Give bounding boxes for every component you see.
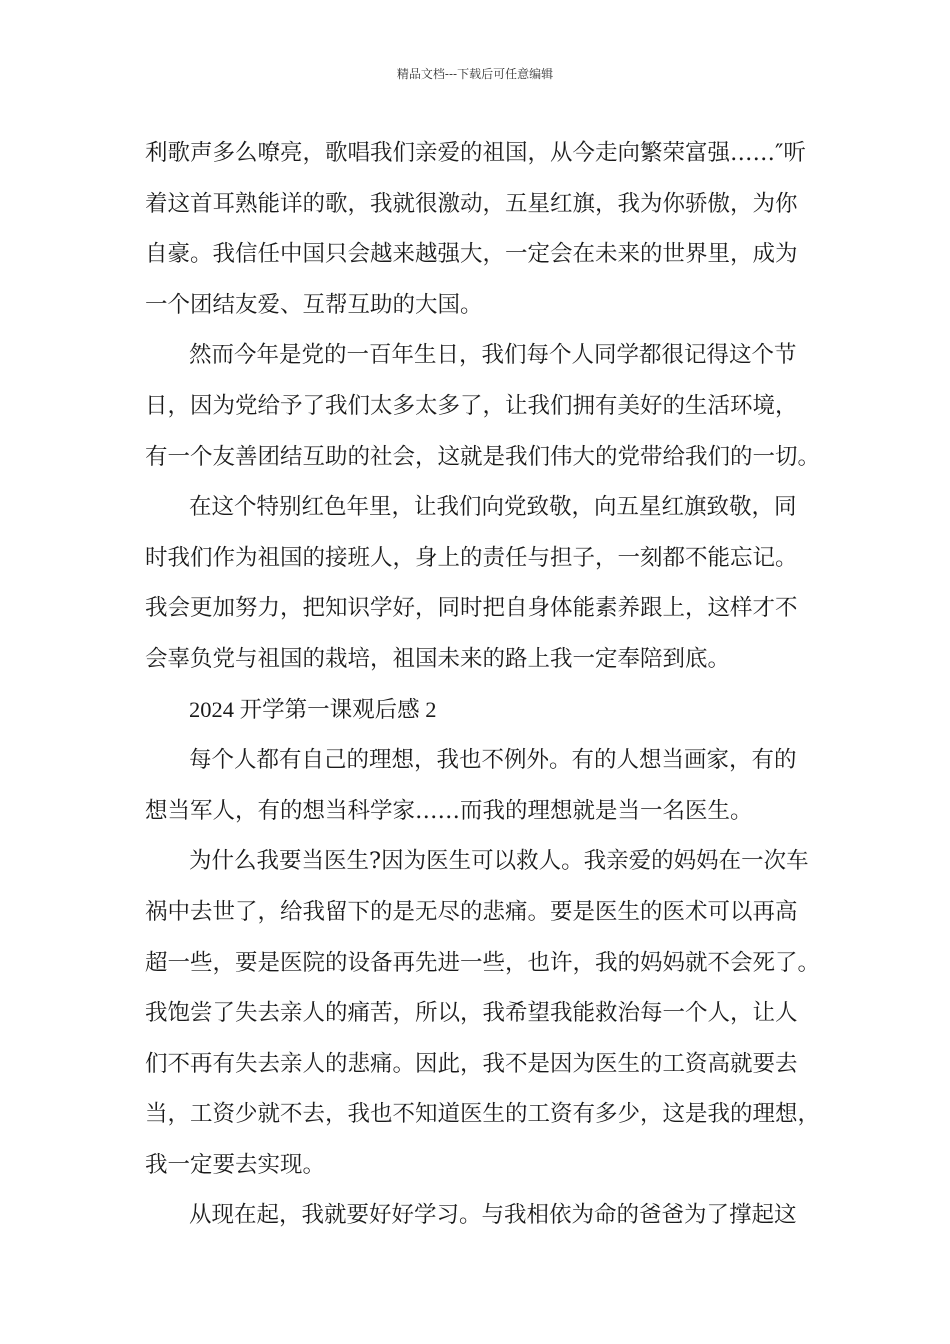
text-line: 我饱尝了失去亲人的痛苦，所以，我希望我能救治每一个人，让人 [145, 1000, 798, 1027]
text-line: 然而今年是党的一百年生日，我们每个人同学都很记得这个节 [189, 342, 797, 369]
text-line: 着这首耳熟能详的歌，我就很激动，五星红旗，我为你骄傲，为你 [145, 190, 798, 217]
text-line: 想当军人，有的想当科学家……而我的理想就是当一名医生。 [145, 797, 753, 824]
text-line: 从现在起，我就要好好学习。与我相依为命的爸爸为了撑起这 [189, 1202, 797, 1229]
text-line: 当，工资少就不去，我也不知道医生的工资有多少，这是我的理想， [145, 1101, 821, 1128]
text-line: 一个团结友爱、互帮互助的大国。 [145, 291, 483, 318]
text-line: 我一定要去实现。 [145, 1151, 326, 1178]
section-title: 2024 开学第一课观后感 2 [189, 696, 437, 722]
text-line: 自豪。我信任中国只会越来越强大，一定会在未来的世界里，成为 [145, 241, 798, 268]
page-header: 精品文档---下载后可任意编辑 [396, 67, 554, 81]
text-line: 们不再有失去亲人的悲痛。因此，我不是因为医生的工资高就要去 [145, 1050, 798, 1077]
text-line: 会辜负党与祖国的栽培，祖国未来的路上我一定奉陪到底。 [145, 645, 731, 672]
text-line: 我会更加努力，把知识学好，同时把自身体能素养跟上，这样才不 [145, 595, 798, 622]
text-line: 有一个友善团结互助的社会，这就是我们伟大的党带给我们的一切。 [145, 443, 821, 470]
text-line: 在这个特别红色年里，让我们向党致敬，向五星红旗致敬，同 [189, 494, 797, 521]
text-line: 利歌声多么嘹亮，歌唱我们亲爱的祖国，从今走向繁荣富强……″听 [145, 140, 806, 166]
document-body [145, 128, 825, 1241]
text-line: 日，因为党给予了我们太多太多了，让我们拥有美好的生活环境， [145, 392, 798, 419]
text-line: 为什么我要当医生?因为医生可以救人。我亲爱的妈妈在一次车 [189, 848, 809, 875]
text-line: 超一些，要是医院的设备再先进一些，也许，我的妈妈就不会死了。 [145, 949, 821, 976]
text-line: 祸中去世了，给我留下的是无尽的悲痛。要是医生的医术可以再高 [145, 898, 798, 925]
text-line: 每个人都有自己的理想，我也不例外。有的人想当画家，有的 [189, 747, 797, 774]
text-line: 时我们作为祖国的接班人，身上的责任与担子，一刻都不能忘记。 [145, 544, 798, 571]
